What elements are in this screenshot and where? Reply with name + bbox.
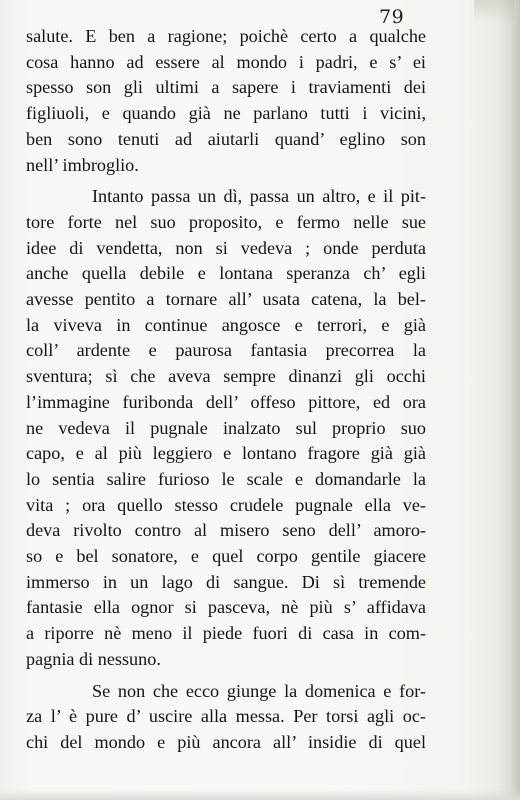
text-line: tore forte nel suo proposito, e fermo nelle sue	[26, 211, 426, 232]
text-line: avesse pentito a tornare all’ usata catena, la bel-	[26, 289, 426, 310]
text-line: chi del mondo e più ancora all’ insidie di quel	[26, 731, 426, 752]
text-line: za l’ è pure d’ uscire alla messa. Per torsi agli oc-	[26, 706, 426, 727]
text-line: cosa hanno ad essere al mondo i padri, e s’ ei	[26, 51, 426, 72]
text-line: spesso son gli ultimi a sapere i traviamenti dei	[26, 77, 426, 98]
page-edge-shadow	[498, 0, 520, 800]
text-line: vita ; ora quello stesso crudele pugnale ella ve-	[26, 494, 426, 515]
text-line: Se non che ecco giunge la domenica e for-	[92, 680, 426, 701]
text-line: capo, e al più leggiero e lontano fragore già già	[26, 443, 426, 464]
text-line: ne vedeva il pugnale inalzato sul proprio suo	[26, 417, 426, 438]
text-line: ben sono tenuti ad aiutarli quand’ eglino son	[26, 128, 426, 149]
page-bottom-edge	[0, 790, 520, 800]
text-line: nell’ imbroglio.	[26, 154, 139, 175]
page-number: 79	[379, 6, 405, 28]
page-corner-wear	[474, 0, 514, 22]
text-line: salute. E ben a ragione; poichè certo a qualche	[26, 26, 426, 46]
text-line: fantasie ella ognor si pasceva, nè più s’ affidava	[26, 597, 426, 618]
text-line: idee di vendetta, non si vedeva ; onde perduta	[26, 237, 426, 258]
text-line: coll’ ardente e paurosa fantasia precorrea la	[26, 340, 426, 361]
text-line: pagnia di nessuno.	[26, 648, 161, 669]
text-line: deva rivolto contro al misero seno dell’ amoro-	[26, 520, 426, 541]
text-line: lo sentia salire furioso le scale e domandarle la	[26, 468, 426, 489]
body-text	[26, 24, 426, 756]
text-line: la viveva in continue angosce e terrori, e già	[26, 314, 426, 335]
text-line: a riporre nè meno il piede fuori di casa in com-	[26, 623, 426, 644]
text-line: immerso in un lago di sangue. Di sì tremende	[26, 571, 426, 592]
text-line: sventura; sì che aveva sempre dinanzi gli occhi	[26, 366, 426, 387]
text-line: Intanto passa un dì, passa un altro, e il pit-	[92, 186, 426, 207]
text-line: l’immagine furibonda dell’ offeso pittore, ed ora	[26, 391, 426, 412]
text-line: anche quella debile e lontana speranza ch’ egli	[26, 263, 426, 284]
text-line: so e bel sonatore, e quel corpo gentile giacere	[26, 546, 426, 567]
text-line: figliuoli, e quando già ne parlano tutti i vicini,	[26, 103, 426, 124]
